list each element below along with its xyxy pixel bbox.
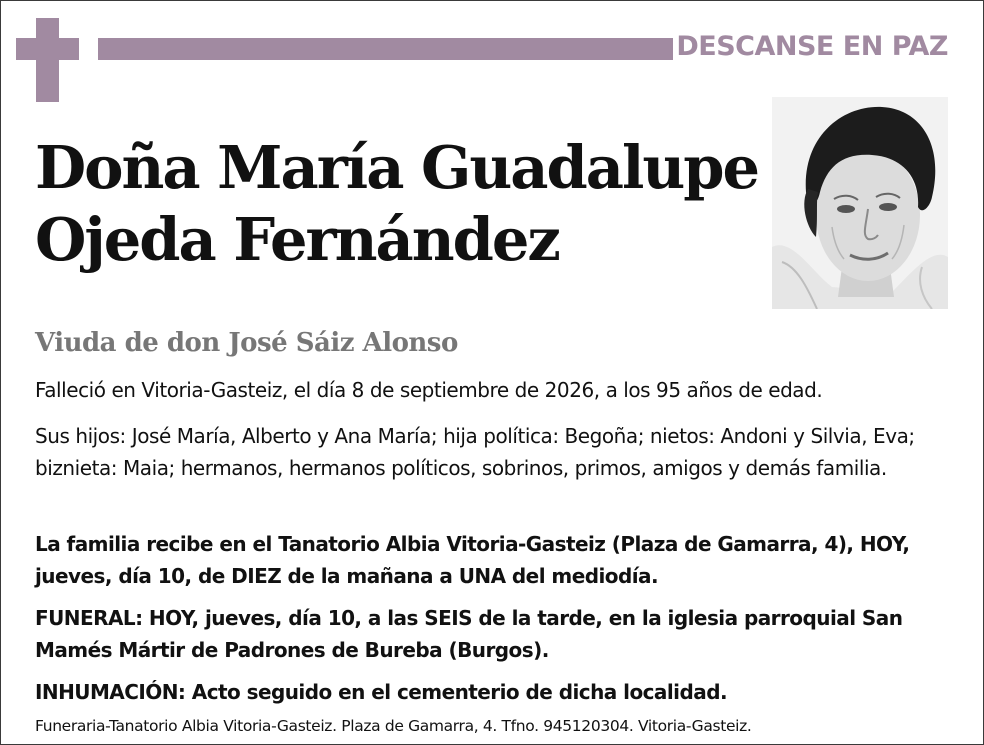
deceased-name-line1: Doña María Guadalupe xyxy=(35,133,759,202)
cross-vertical-bar xyxy=(36,18,59,102)
portrait-image xyxy=(772,97,948,309)
burial-text: INHUMACIÓN: Acto seguido en el cementerio de dicha localidad. xyxy=(35,680,728,704)
deceased-name xyxy=(35,132,775,276)
family-text: Sus hijos: José María, Alberto y Ana María; hija política: Begoña; nietos: Andoni y Silvia, Eva; biznieta: Maia; hermanos, hermanos políticos, sobrinos, primos, amigos y demás familia. xyxy=(35,424,915,480)
header-title: DESCANSE EN PAZ xyxy=(676,31,948,62)
portrait-photo xyxy=(772,97,948,309)
cross-horizontal-bar xyxy=(16,38,79,60)
funeral-text: FUNERAL: HOY, jueves, día 10, a las SEIS de la tarde, en la iglesia parroquial San Mamés Mártir de Padrones de Bureba (Burgos). xyxy=(35,606,903,662)
death-notice-text: Falleció en Vitoria-Gasteiz, el día 8 de septiembre de 2026, a los 95 años de edad. xyxy=(35,378,823,402)
deceased-name-line2: Ojeda Fernández xyxy=(35,205,559,274)
header-rule xyxy=(98,38,673,60)
wake-text: La familia recibe en el Tanatorio Albia Vitoria-Gasteiz (Plaza de Gamarra, 4), HOY, jueves, día 10, de DIEZ de la mañana a UNA del mediodía. xyxy=(35,532,910,588)
funeral-home-footer: Funeraria-Tanatorio Albia Vitoria-Gasteiz. Plaza de Gamarra, 4. Tfno. 945120304. Vitoria-Gasteiz. xyxy=(35,717,752,735)
relation-subtitle: Viuda de don José Sáiz Alonso xyxy=(35,328,458,358)
